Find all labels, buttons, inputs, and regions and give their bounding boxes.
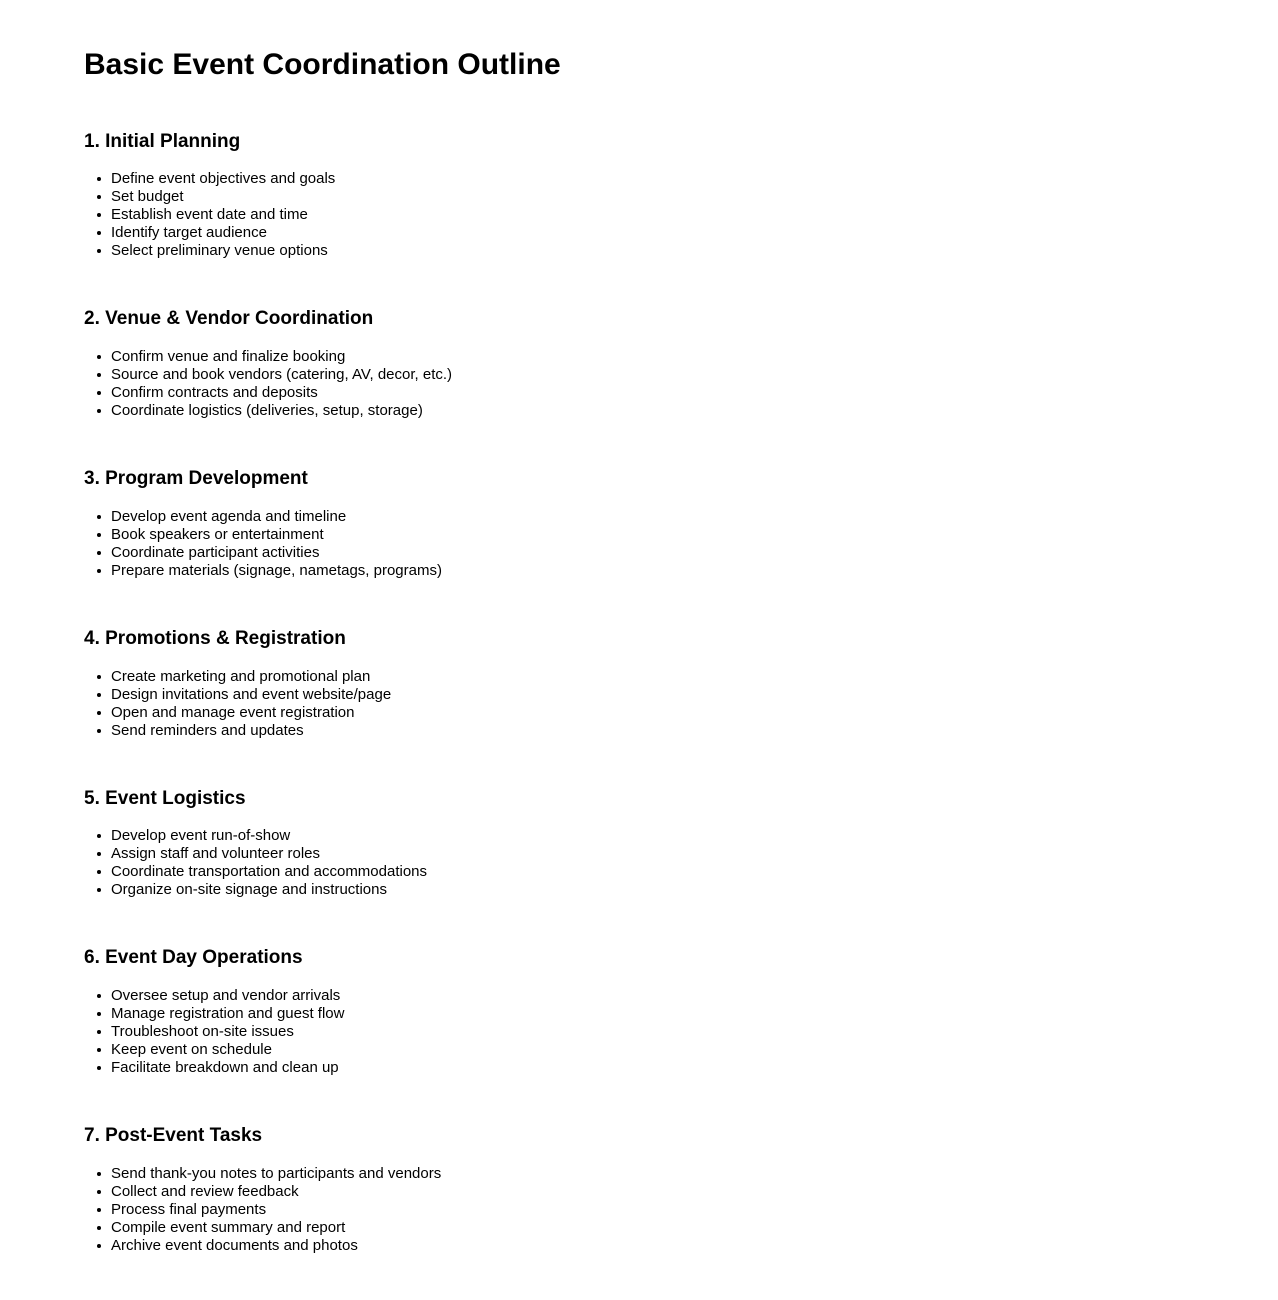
- outline-section: [84, 1125, 1194, 1255]
- section-bullet-list: [84, 1165, 1194, 1255]
- list-item: Collect and review feedback: [111, 1183, 1194, 1201]
- outline-section: [84, 131, 1194, 261]
- section-bullet-list: [84, 827, 1194, 899]
- list-item: Establish event date and time: [111, 206, 1194, 224]
- list-item: Coordinate transportation and accommodations: [111, 863, 1194, 881]
- list-item: Oversee setup and vendor arrivals: [111, 987, 1194, 1005]
- section-heading: 7. Post-Event Tasks: [84, 1125, 263, 1147]
- list-item: Prepare materials (signage, nametags, programs): [111, 562, 1194, 580]
- outline-section: [84, 308, 1194, 420]
- list-item: Select preliminary venue options: [111, 242, 1194, 260]
- list-item: Source and book vendors (catering, AV, decor, etc.): [111, 366, 1194, 384]
- list-item: Send thank-you notes to participants and vendors: [111, 1165, 1194, 1183]
- section-bullet-list: [84, 668, 1194, 740]
- section-heading: 3. Program Development: [84, 468, 308, 490]
- section-bullet-list: [84, 508, 1194, 580]
- list-item: Coordinate logistics (deliveries, setup, storage): [111, 402, 1194, 420]
- list-item: Identify target audience: [111, 224, 1194, 242]
- list-item: Confirm venue and finalize booking: [111, 348, 1194, 366]
- outline-section: [84, 628, 1194, 740]
- section-bullet-list: [84, 348, 1194, 420]
- list-item: Coordinate participant activities: [111, 544, 1194, 562]
- outline-section: [84, 468, 1194, 580]
- list-item: Set budget: [111, 188, 1194, 206]
- list-item: Create marketing and promotional plan: [111, 668, 1194, 686]
- list-item: Develop event agenda and timeline: [111, 508, 1194, 526]
- section-heading: 1. Initial Planning: [84, 130, 241, 152]
- list-item: Develop event run-of-show: [111, 827, 1194, 845]
- outline-section: [84, 788, 1194, 900]
- section-heading: 2. Venue & Vendor Coordination: [84, 308, 374, 330]
- list-item: Keep event on schedule: [111, 1041, 1194, 1059]
- list-item: Design invitations and event website/page: [111, 686, 1194, 704]
- list-item: Compile event summary and report: [111, 1219, 1194, 1237]
- section-bullet-list: [84, 987, 1194, 1077]
- section-heading: 6. Event Day Operations: [84, 947, 303, 969]
- list-item: Send reminders and updates: [111, 722, 1194, 740]
- list-item: Manage registration and guest flow: [111, 1005, 1194, 1023]
- section-heading: 5. Event Logistics: [84, 787, 246, 809]
- list-item: Facilitate breakdown and clean up: [111, 1059, 1194, 1077]
- list-item: Organize on-site signage and instructions: [111, 881, 1194, 899]
- section-bullet-list: [84, 170, 1194, 260]
- list-item: Book speakers or entertainment: [111, 526, 1194, 544]
- list-item: Process final payments: [111, 1201, 1194, 1219]
- sections-container: [84, 131, 1194, 1256]
- outline-section: [84, 947, 1194, 1077]
- list-item: Troubleshoot on-site issues: [111, 1023, 1194, 1041]
- list-item: Archive event documents and photos: [111, 1237, 1194, 1255]
- list-item: Assign staff and volunteer roles: [111, 845, 1194, 863]
- document-title: Basic Event Coordination Outline: [84, 48, 561, 81]
- section-heading: 4. Promotions & Registration: [84, 627, 346, 649]
- list-item: Define event objectives and goals: [111, 170, 1194, 188]
- list-item: Confirm contracts and deposits: [111, 384, 1194, 402]
- list-item: Open and manage event registration: [111, 704, 1194, 722]
